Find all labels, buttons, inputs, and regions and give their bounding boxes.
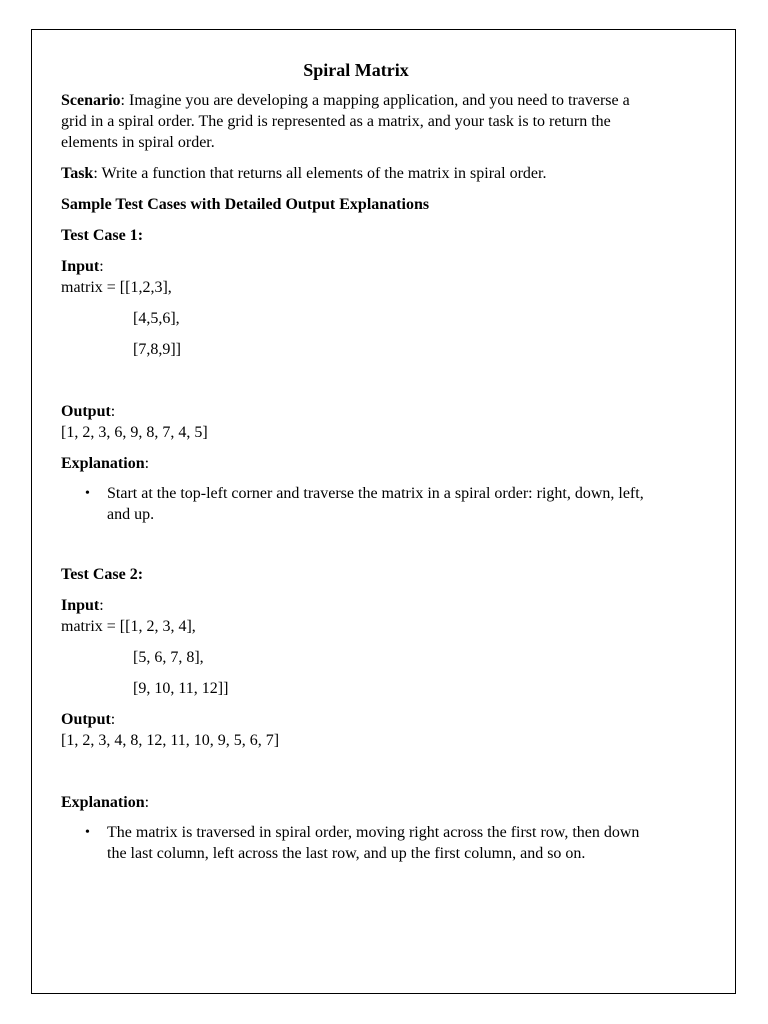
explanation-label-line: [61, 792, 651, 813]
task-paragraph: [61, 163, 651, 184]
document-content: [61, 58, 651, 864]
input-label-line: [61, 256, 651, 277]
explanation-label: Explanation: [61, 794, 145, 811]
input-label: Input: [61, 597, 100, 614]
sample-heading: Sample Test Cases with Detailed Output Explanations: [61, 196, 430, 213]
matrix-row: [7,8,9]]: [133, 341, 181, 358]
explanation-list: [61, 483, 651, 525]
explanation-label: Explanation: [61, 455, 145, 472]
explanation-list: [61, 822, 651, 864]
output-label: Output: [61, 403, 111, 420]
scenario-paragraph: [61, 90, 651, 153]
output-label-line: [61, 401, 651, 422]
document-title: Spiral Matrix: [303, 60, 409, 80]
test-case-2: [61, 564, 651, 864]
output-colon: :: [110, 403, 116, 420]
test-case-heading: Test Case 1:: [61, 227, 144, 244]
explanation-label-line: [61, 453, 651, 474]
input-label: Input: [61, 258, 100, 275]
explanation-colon: :: [144, 794, 150, 811]
scenario-text: : Imagine you are developing a mapping application, and you need to traverse a grid in a spiral order. The grid is represented as a matrix, and your task is to return the elements in spiral order.: [61, 92, 630, 151]
test-case-1: [61, 225, 651, 525]
explanation-colon: :: [144, 455, 150, 472]
matrix-row: matrix = [[1,2,3],: [61, 279, 172, 296]
output-value: [1, 2, 3, 6, 9, 8, 7, 4, 5]: [61, 424, 208, 441]
matrix-row: matrix = [[1, 2, 3, 4],: [61, 618, 196, 635]
task-text: : Write a function that returns all elements of the matrix in spiral order.: [93, 165, 547, 182]
matrix-row: [4,5,6],: [133, 310, 180, 327]
explanation-bullet: • The matrix is traversed in spiral order, moving right across the first row, then down the last column, left across the last row, and up the first column, and so on.: [107, 822, 651, 864]
matrix-row: [5, 6, 7, 8],: [133, 649, 204, 666]
output-label: Output: [61, 711, 111, 728]
scenario-label: Scenario: [61, 92, 121, 109]
test-case-heading: Test Case 2:: [61, 566, 144, 583]
explanation-bullet: • Start at the top-left corner and traverse the matrix in a spiral order: right, down, left, and up.: [107, 483, 651, 525]
input-colon: :: [99, 258, 104, 275]
input-colon: :: [99, 597, 104, 614]
matrix-row: [9, 10, 11, 12]]: [133, 680, 229, 697]
input-label-line: [61, 595, 651, 616]
output-value: [1, 2, 3, 4, 8, 12, 11, 10, 9, 5, 6, 7]: [61, 732, 280, 749]
output-colon: :: [110, 711, 116, 728]
output-label-line: [61, 709, 651, 730]
task-label: Task: [61, 165, 94, 182]
